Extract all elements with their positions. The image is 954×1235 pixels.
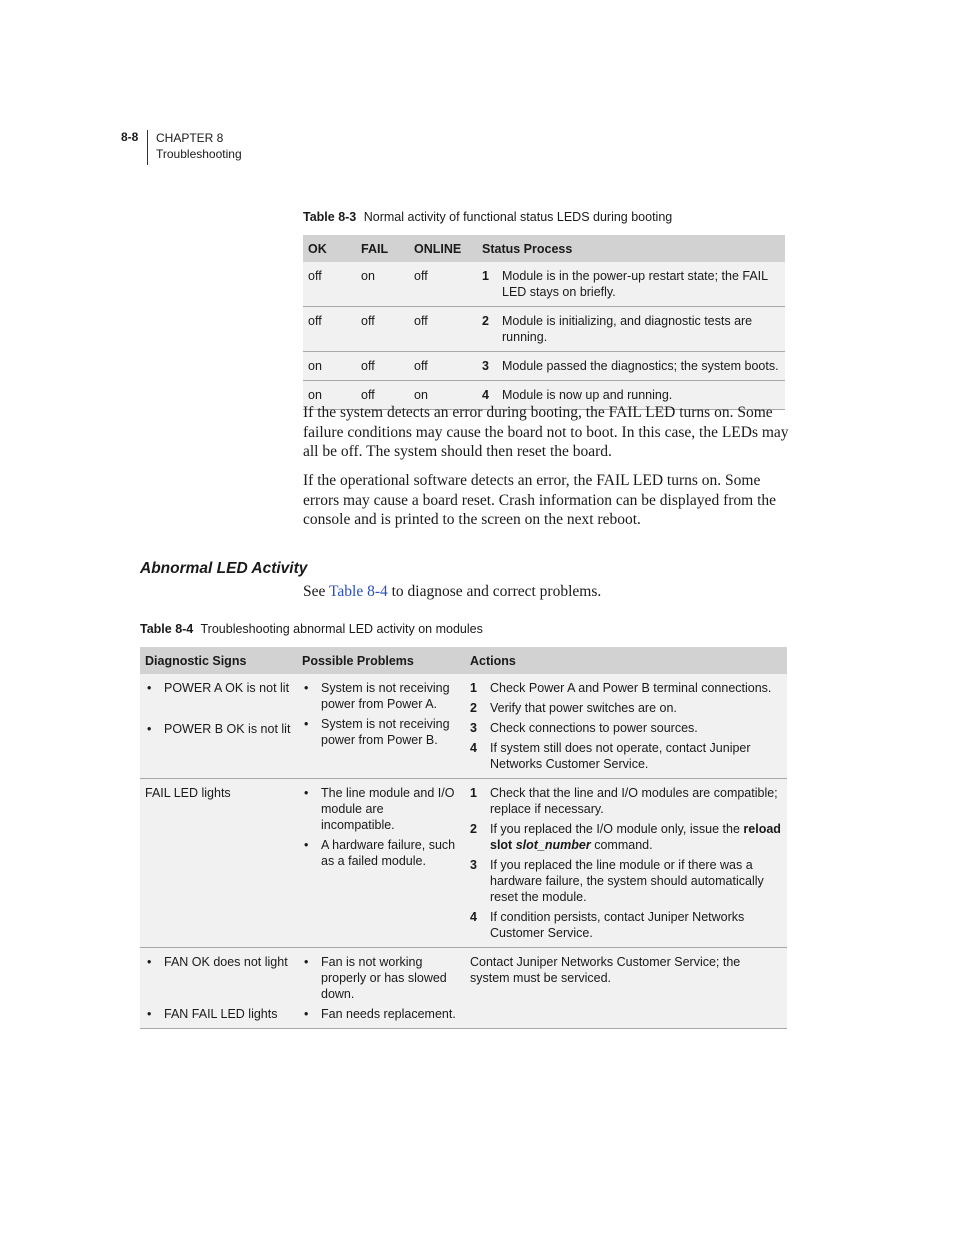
sign-text: FAN FAIL LED lights (164, 1007, 278, 1021)
action-text-after: command. (594, 838, 653, 852)
cell-status (472, 307, 785, 352)
bullet: • (304, 838, 309, 852)
table3-caption (303, 210, 672, 224)
cell-status (472, 262, 785, 307)
table-row (140, 674, 787, 779)
cell-signs (140, 948, 297, 1029)
table-8-3 (303, 235, 785, 410)
table3-col-ok: OK (303, 235, 356, 262)
cell-ok: on (303, 352, 356, 381)
action-text: Check connections to power sources. (490, 721, 698, 735)
step-number: 1 (470, 786, 477, 800)
problem-text: System is not receiving power from Power B. (321, 717, 450, 747)
step-number: 1 (482, 269, 489, 283)
action-text (490, 821, 782, 853)
command-argument: slot_number (515, 838, 591, 852)
action-text: Check that the line and I/O modules are compatible; replace if necessary. (490, 786, 778, 816)
table4-col-signs: Diagnostic Signs (140, 647, 297, 674)
cell-actions: Contact Juniper Networks Customer Service; the system must be serviced. (465, 948, 787, 1029)
cell-problems (297, 948, 465, 1029)
action-text: If you replaced the line module or if there was a hardware failure, the system should automatically reset the module. (490, 858, 764, 904)
cell-signs: FAIL LED lights (140, 779, 297, 948)
step-number: 3 (470, 721, 477, 735)
cell-online: off (409, 352, 472, 381)
step-number: 1 (470, 681, 477, 695)
action-text: Verify that power switches are on. (490, 701, 677, 715)
bullet: • (304, 786, 309, 800)
cell-fail: off (356, 381, 409, 410)
cell-fail: off (356, 352, 409, 381)
step-number: 2 (470, 822, 477, 836)
step-number: 4 (470, 741, 477, 755)
section-heading: Abnormal LED Activity (140, 560, 308, 577)
bullet: • (304, 1007, 309, 1021)
table4-caption (140, 622, 483, 636)
table-row (303, 307, 785, 352)
cell-status (472, 352, 785, 381)
table-8-4 (140, 647, 787, 1029)
see-suffix: to diagnose and correct problems. (391, 583, 602, 600)
status-text: Module is initializing, and diagnostic tests are running. (502, 314, 753, 344)
sign-text: POWER B OK is not lit (164, 722, 291, 736)
problem-text: Fan needs replacement. (321, 1007, 456, 1021)
table-8-4-link[interactable]: Table 8-4 (329, 583, 388, 600)
cell-fail: off (356, 307, 409, 352)
cell-ok: off (303, 262, 356, 307)
cell-signs (140, 674, 297, 779)
table3-caption-label: Table 8-3 (303, 210, 357, 224)
status-text: Module is now up and running. (502, 388, 673, 402)
action-text: If system still does not operate, contact Juniper Networks Customer Service. (490, 741, 751, 771)
table3-header-row (303, 235, 785, 262)
table-row (140, 948, 787, 1029)
cell-online: on (409, 381, 472, 410)
table3-col-fail: FAIL (356, 235, 409, 262)
cell-problems (297, 674, 465, 779)
paragraph-boot-error: If the system detects an error during booting, the FAIL LED turns on. Some failure conditions may cause the board not to boot. In this case, the LEDs may all be off. The system should then reset the board. (303, 404, 789, 460)
action-text-before: If you replaced the I/O module only, issue the (490, 822, 740, 836)
cell-actions (465, 674, 787, 779)
chapter-title: Troubleshooting (156, 147, 242, 161)
step-number: 4 (470, 910, 477, 924)
cell-problems (297, 779, 465, 948)
bullet: • (147, 681, 152, 695)
cell-online: off (409, 307, 472, 352)
step-number: 3 (470, 858, 477, 872)
problem-text: A hardware failure, such as a failed module. (321, 838, 456, 868)
chapter-label: CHAPTER 8 (156, 131, 224, 145)
table3-col-online: ONLINE (409, 235, 472, 262)
table4-caption-label: Table 8-4 (140, 622, 194, 636)
chapter-info (156, 130, 242, 162)
bullet: • (147, 722, 152, 736)
table4-col-actions: Actions (465, 647, 787, 674)
status-text: Module is in the power-up restart state; the FAIL LED stays on briefly. (502, 269, 768, 299)
sign-text: POWER A OK is not lit (164, 681, 290, 695)
step-number: 4 (482, 388, 489, 402)
paragraph-runtime-error: If the operational software detects an error, the FAIL LED turns on. Some errors may cause a board reset. Crash information can be displayed from the console and is printed to the screen on the next reboot. (303, 472, 777, 528)
cell-ok: on (303, 381, 356, 410)
command-name: reload slot (490, 822, 781, 852)
step-number: 2 (482, 314, 489, 328)
cell-online: off (409, 262, 472, 307)
bullet: • (304, 681, 309, 695)
table3-col-status: Status Process (472, 235, 785, 262)
table-row (303, 352, 785, 381)
bullet: • (147, 1007, 152, 1021)
status-text: Module passed the diagnostics; the system boots. (502, 359, 779, 373)
action-text: If condition persists, contact Juniper Networks Customer Service. (490, 910, 745, 940)
table4-header-row (140, 647, 787, 674)
table-row (140, 779, 787, 948)
table3-caption-text: Normal activity of functional status LEDS during booting (363, 210, 673, 224)
bullet: • (147, 955, 152, 969)
table-row (303, 262, 785, 307)
problem-text: System is not receiving power from Power A. (321, 681, 450, 711)
problem-text: The line module and I/O module are incompatible. (321, 786, 455, 832)
bullet: • (304, 955, 309, 969)
action-text: Check Power A and Power B terminal connections. (490, 681, 772, 695)
see-table-line (303, 582, 793, 602)
table4-caption-text: Troubleshooting abnormal LED activity on modules (200, 622, 483, 636)
step-number: 3 (482, 359, 489, 373)
sign-text: FAN OK does not light (164, 955, 288, 969)
table4-col-problems: Possible Problems (297, 647, 465, 674)
problem-text: Fan is not working properly or has slowed down. (321, 955, 447, 1001)
cell-fail: on (356, 262, 409, 307)
bullet: • (304, 717, 309, 731)
header-divider (147, 130, 148, 165)
page-number: 8-8 (121, 130, 139, 144)
cell-actions (465, 779, 787, 948)
step-number: 2 (470, 701, 477, 715)
see-prefix: See (303, 583, 326, 600)
cell-ok: off (303, 307, 356, 352)
